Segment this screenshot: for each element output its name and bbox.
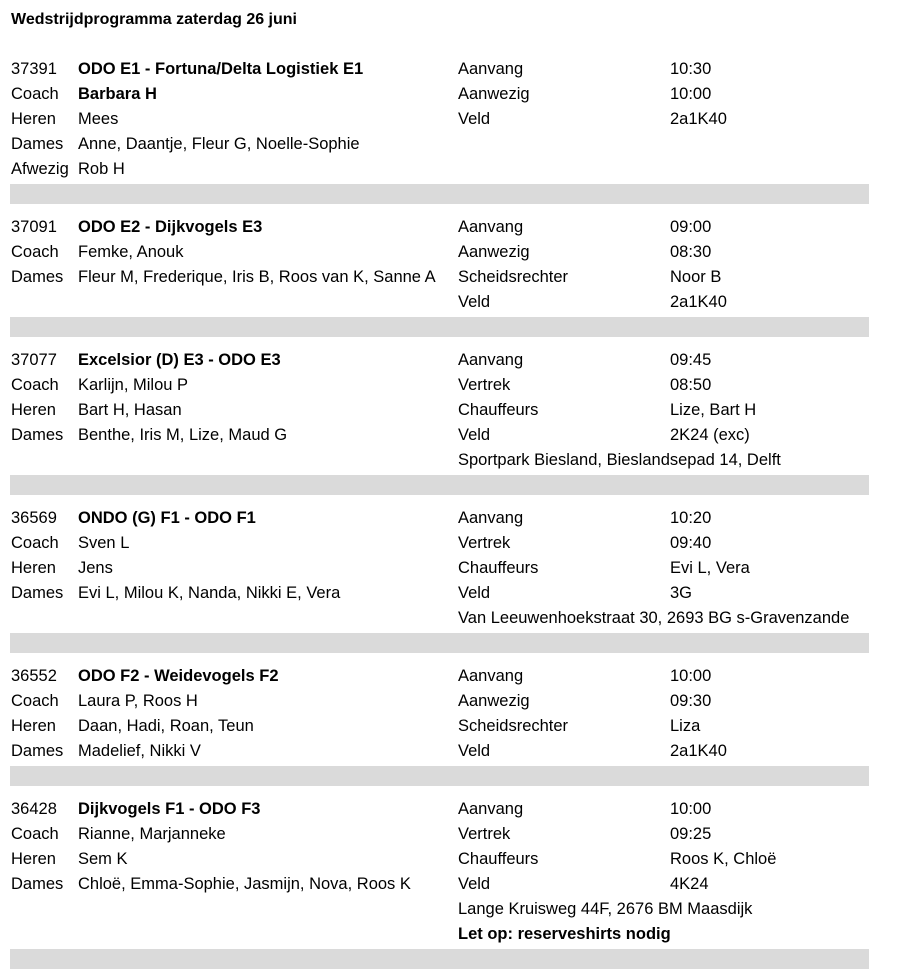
detail-label: Aanvang <box>458 800 524 818</box>
match-block <box>0 506 907 653</box>
row-content: ONDO (G) F1 - ODO F1 <box>78 509 256 527</box>
detail-label: Aanwezig <box>458 85 530 103</box>
detail-value: Noor B <box>670 268 722 286</box>
row-content: Karlijn, Milou P <box>78 376 189 394</box>
section-separator <box>10 949 869 969</box>
detail-value: Liza <box>670 717 701 735</box>
row-header: Heren <box>11 401 56 419</box>
detail-label: Aanvang <box>458 509 524 527</box>
row-content: Chloë, Emma-Sophie, Jasmijn, Nova, Roos K <box>78 875 411 893</box>
row-header: Heren <box>11 559 56 577</box>
detail-value: 09:00 <box>670 218 712 236</box>
row-content: ODO F2 - Weidevogels F2 <box>78 667 279 685</box>
match-row <box>0 922 907 947</box>
section-separator <box>10 317 869 337</box>
row-header: Coach <box>11 534 59 552</box>
detail-value: 10:00 <box>670 85 712 103</box>
detail-label: Scheidsrechter <box>458 268 569 286</box>
detail-value: 09:25 <box>670 825 712 843</box>
match-row <box>0 739 907 764</box>
page-title: Wedstrijdprogramma zaterdag 26 juni <box>11 11 297 28</box>
row-header: Coach <box>11 85 59 103</box>
detail-label: Veld <box>458 426 491 444</box>
row-content: Sven L <box>78 534 130 552</box>
detail-value: 10:00 <box>670 667 712 685</box>
detail-value: 08:30 <box>670 243 712 261</box>
row-content: Sem K <box>78 850 128 868</box>
section-separator <box>10 633 869 653</box>
row-header: 36569 <box>11 509 57 527</box>
match-block <box>0 348 907 495</box>
row-content: Rob H <box>78 160 125 178</box>
match-row <box>0 797 907 822</box>
row-content: Daan, Hadi, Roan, Teun <box>78 717 254 735</box>
match-row <box>0 872 907 897</box>
detail-note: Sportpark Biesland, Bieslandsepad 14, Delft <box>458 451 781 469</box>
detail-value: 10:00 <box>670 800 712 818</box>
match-row <box>0 448 907 473</box>
section-separator <box>10 475 869 495</box>
detail-value: Lize, Bart H <box>670 401 757 419</box>
detail-note: Van Leeuwenhoekstraat 30, 2693 BG s-Gravenzande <box>458 609 850 627</box>
row-header: Dames <box>11 135 64 153</box>
match-row <box>0 373 907 398</box>
detail-value: Evi L, Vera <box>670 559 750 577</box>
detail-value: 2a1K40 <box>670 293 727 311</box>
detail-value: 09:30 <box>670 692 712 710</box>
row-content: Barbara H <box>78 85 157 103</box>
row-header: 37091 <box>11 218 57 236</box>
match-row <box>0 57 907 82</box>
detail-value: 09:40 <box>670 534 712 552</box>
row-content: ODO E1 - Fortuna/Delta Logistiek E1 <box>78 60 364 78</box>
detail-label: Vertrek <box>458 376 511 394</box>
match-row <box>0 265 907 290</box>
detail-label: Aanvang <box>458 60 524 78</box>
row-content: Mees <box>78 110 119 128</box>
match-row <box>0 847 907 872</box>
row-header: Afwezig <box>11 160 69 178</box>
detail-value: 09:45 <box>670 351 712 369</box>
match-row <box>0 581 907 606</box>
match-row <box>0 107 907 132</box>
match-row <box>0 215 907 240</box>
match-row <box>0 398 907 423</box>
match-row <box>0 506 907 531</box>
match-row <box>0 664 907 689</box>
row-header: Dames <box>11 268 64 286</box>
detail-label: Chauffeurs <box>458 559 539 577</box>
match-row <box>0 82 907 107</box>
row-header: 37077 <box>11 351 57 369</box>
detail-value: 2a1K40 <box>670 742 727 760</box>
row-header: Dames <box>11 584 64 602</box>
match-row <box>0 714 907 739</box>
row-header: Dames <box>11 742 64 760</box>
section-separator <box>10 766 869 786</box>
match-row <box>0 556 907 581</box>
detail-value: Roos K, Chloë <box>670 850 777 868</box>
match-block <box>0 797 907 969</box>
detail-label: Chauffeurs <box>458 850 539 868</box>
detail-label: Aanvang <box>458 351 524 369</box>
match-row <box>0 132 907 157</box>
detail-value: 2a1K40 <box>670 110 727 128</box>
detail-value: 08:50 <box>670 376 712 394</box>
detail-value: 3G <box>670 584 693 602</box>
row-header: Dames <box>11 875 64 893</box>
row-content: Rianne, Marjanneke <box>78 825 226 843</box>
row-content: Fleur M, Frederique, Iris B, Roos van K, Sanne A <box>78 268 436 286</box>
row-content: Anne, Daantje, Fleur G, Noelle-Sophie <box>78 135 360 153</box>
match-block <box>0 664 907 786</box>
row-header: 36552 <box>11 667 57 685</box>
match-row <box>0 348 907 373</box>
row-content: Bart H, Hasan <box>78 401 182 419</box>
row-content: Evi L, Milou K, Nanda, Nikki E, Vera <box>78 584 341 602</box>
match-row <box>0 689 907 714</box>
row-content: Jens <box>78 559 113 577</box>
detail-label: Aanwezig <box>458 692 530 710</box>
match-block <box>0 215 907 337</box>
detail-label: Veld <box>458 293 491 311</box>
match-list <box>0 57 907 980</box>
row-header: Coach <box>11 376 59 394</box>
row-content: Excelsior (D) E3 - ODO E3 <box>78 351 281 369</box>
match-row <box>0 157 907 182</box>
match-row <box>0 290 907 315</box>
detail-label: Veld <box>458 110 491 128</box>
row-header: Heren <box>11 850 56 868</box>
match-row <box>0 897 907 922</box>
row-content: Femke, Anouk <box>78 243 184 261</box>
match-row <box>0 606 907 631</box>
detail-value: 10:20 <box>670 509 712 527</box>
detail-label: Vertrek <box>458 534 511 552</box>
row-header: Heren <box>11 110 56 128</box>
match-row <box>0 531 907 556</box>
match-row <box>0 240 907 265</box>
row-content: ODO E2 - Dijkvogels E3 <box>78 218 263 236</box>
row-content: Madelief, Nikki V <box>78 742 201 760</box>
row-content: Benthe, Iris M, Lize, Maud G <box>78 426 288 444</box>
detail-note: Lange Kruisweg 44F, 2676 BM Maasdijk <box>458 900 753 918</box>
detail-label: Veld <box>458 742 491 760</box>
detail-label: Chauffeurs <box>458 401 539 419</box>
detail-label: Aanvang <box>458 667 524 685</box>
row-header: 37391 <box>11 60 57 78</box>
detail-label: Veld <box>458 875 491 893</box>
row-header: 36428 <box>11 800 57 818</box>
detail-label: Scheidsrechter <box>458 717 569 735</box>
match-row <box>0 423 907 448</box>
row-content: Laura P, Roos H <box>78 692 198 710</box>
match-block <box>0 57 907 204</box>
detail-note: Let op: reserveshirts nodig <box>458 925 671 943</box>
row-content: Dijkvogels F1 - ODO F3 <box>78 800 261 818</box>
row-header: Dames <box>11 426 64 444</box>
row-header: Heren <box>11 717 56 735</box>
detail-label: Veld <box>458 584 491 602</box>
detail-value: 2K24 (exc) <box>670 426 750 444</box>
row-header: Coach <box>11 692 59 710</box>
match-row <box>0 822 907 847</box>
detail-label: Vertrek <box>458 825 511 843</box>
detail-label: Aanwezig <box>458 243 530 261</box>
detail-value: 10:30 <box>670 60 712 78</box>
detail-label: Aanvang <box>458 218 524 236</box>
section-separator <box>10 184 869 204</box>
detail-value: 4K24 <box>670 875 709 893</box>
row-header: Coach <box>11 243 59 261</box>
row-header: Coach <box>11 825 59 843</box>
